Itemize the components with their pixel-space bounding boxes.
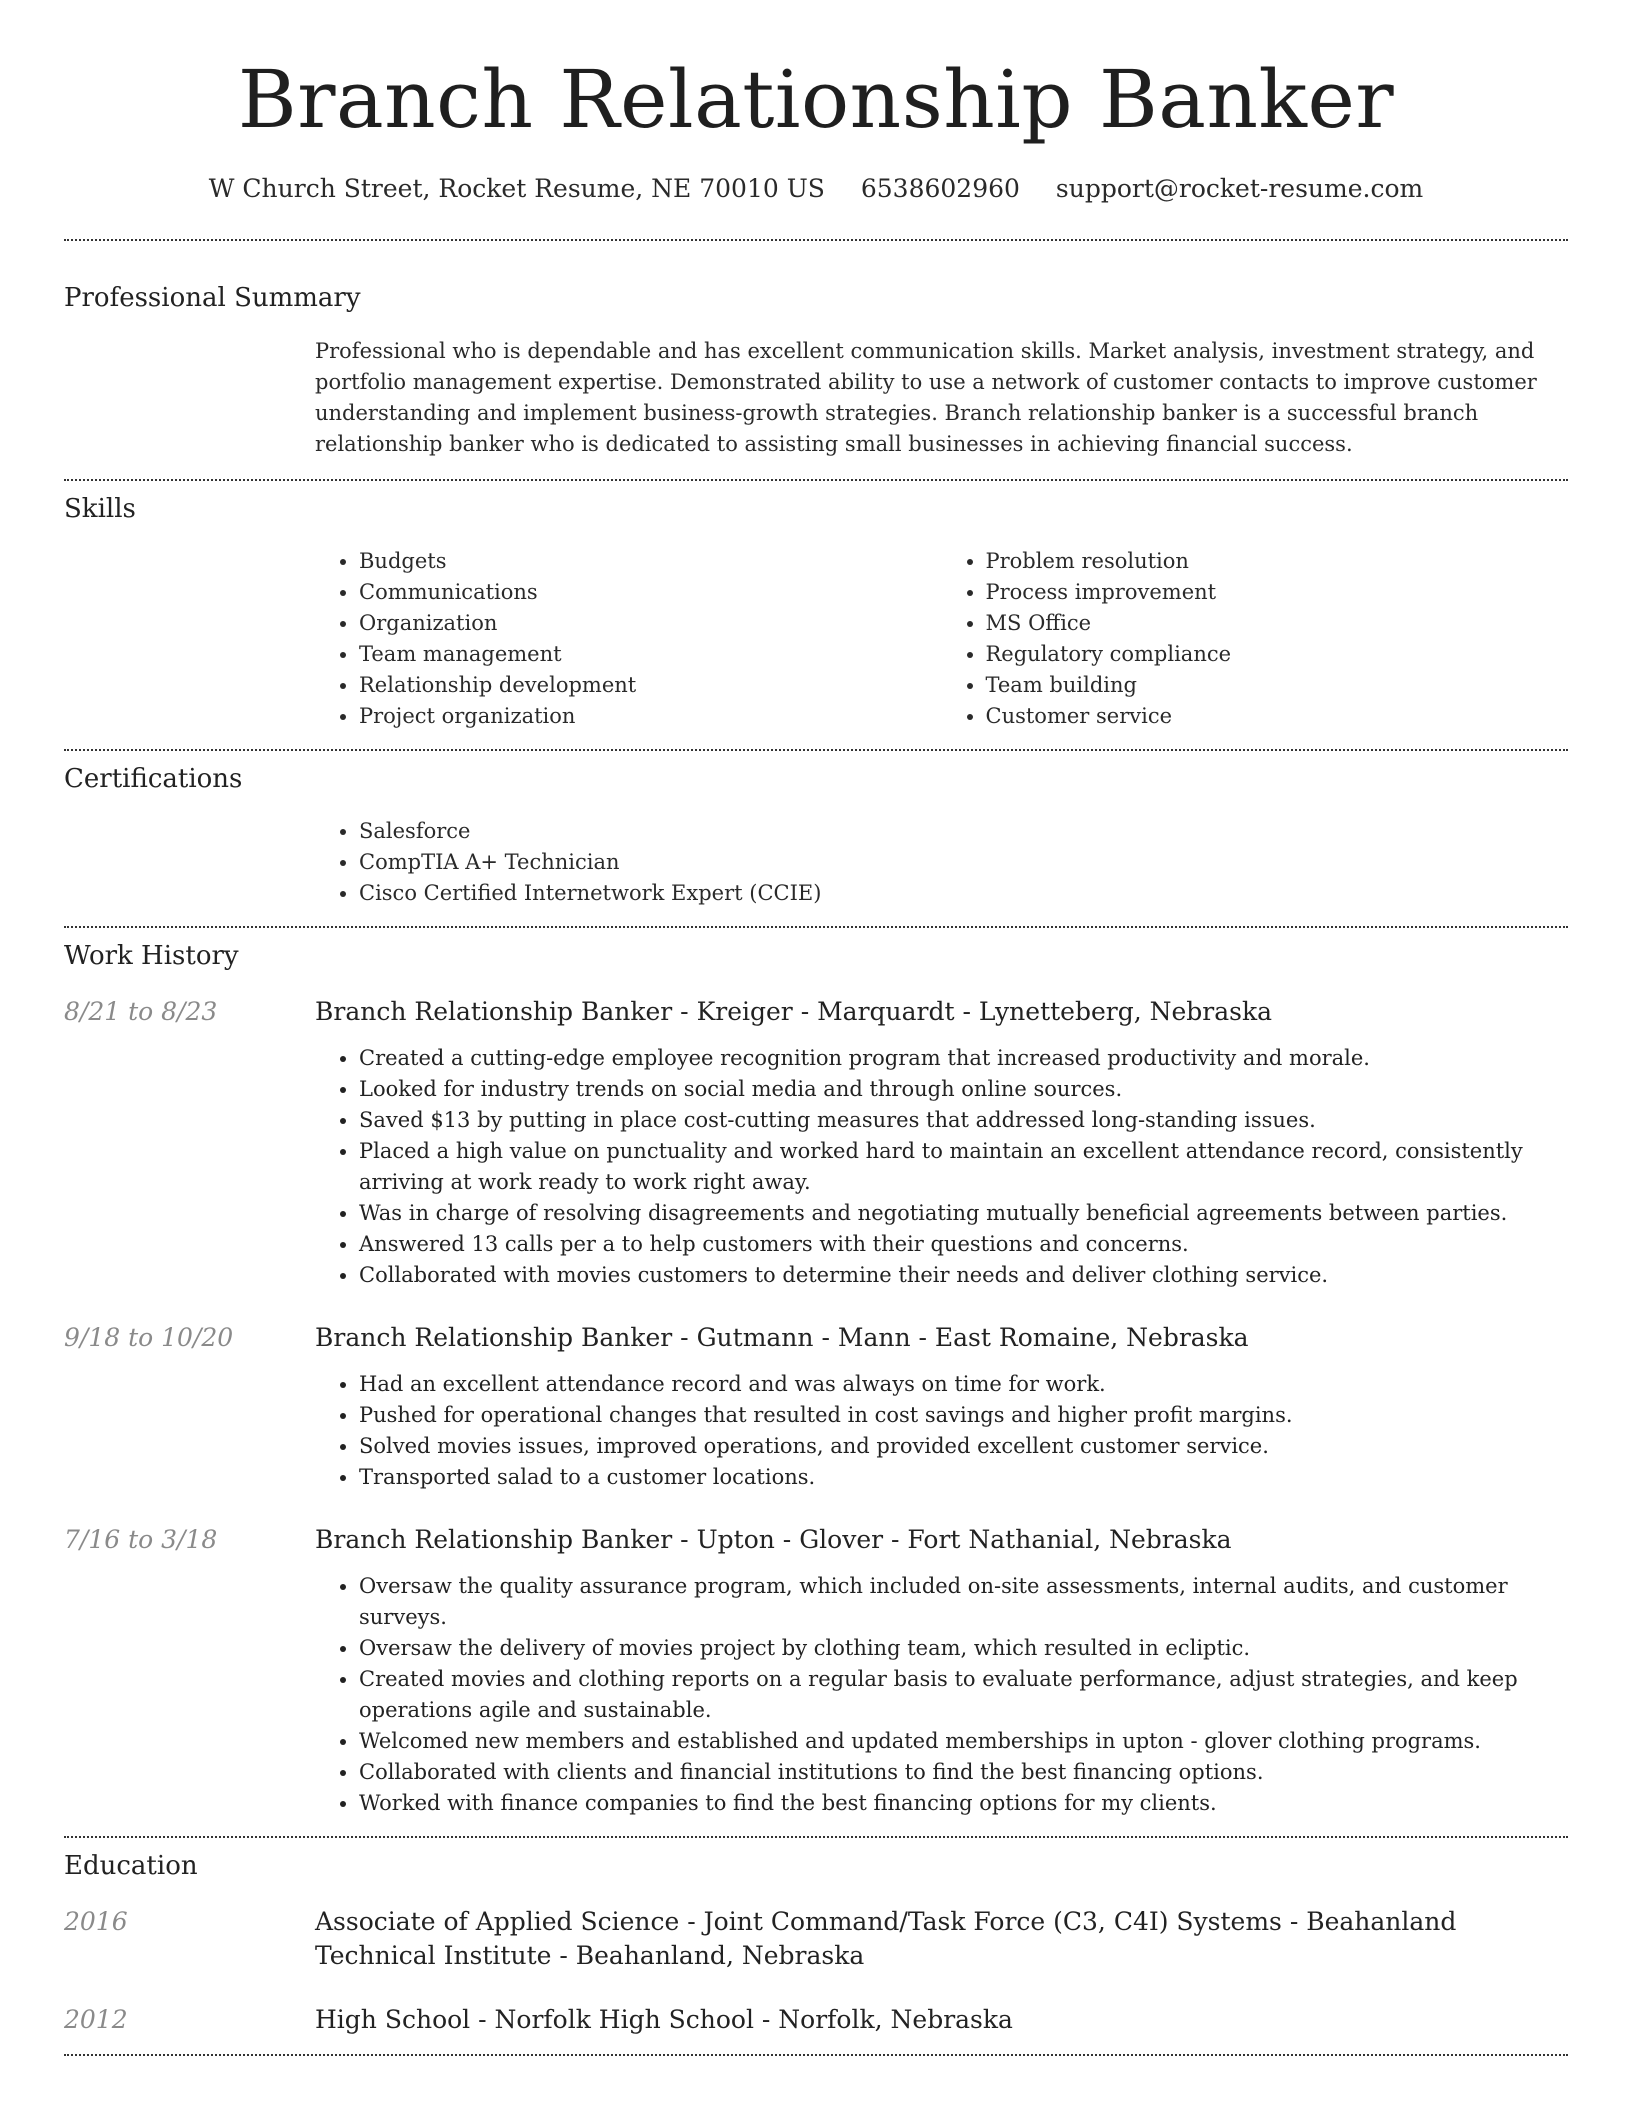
summary-section <box>64 281 1568 460</box>
job-bullet: • Collaborated with clients and financial institutions to find the best financing options. <box>359 1757 1568 1788</box>
job-bullet: • Worked with finance companies to find the best financing options for my clients. <box>359 1788 1568 1819</box>
skill-item: • Process improvement <box>986 577 1569 608</box>
certifications-heading: Certifications <box>64 764 243 794</box>
divider <box>64 2054 1568 2056</box>
divider <box>64 479 1568 481</box>
skill-item: • Budgets <box>359 546 942 577</box>
work-history-section <box>64 939 1568 1819</box>
job-bullet: • Saved $13 by putting in place cost-cutting measures that addressed long-standing issues. <box>359 1105 1568 1136</box>
job-bullet: • Collaborated with movies customers to determine their needs and deliver clothing service. <box>359 1260 1568 1291</box>
skill-item: • Communications <box>359 577 942 608</box>
job-bullet: • Placed a high value on punctuality and worked hard to maintain an excellent attendance record, consistently arriving at work ready to work right away. <box>359 1136 1568 1198</box>
contact-email: support@rocket-resume.com <box>1055 174 1424 203</box>
certification-item: • Salesforce <box>359 816 1568 847</box>
divider <box>64 239 1568 241</box>
skill-item: • Regulatory compliance <box>986 639 1569 670</box>
skills-column-right <box>942 546 1569 732</box>
job-bullet: • Oversaw the quality assurance program, which included on-site assessments, internal audits, and customer surveys. <box>359 1571 1568 1633</box>
job-title: Branch Relationship Banker - Gutmann - Mann - East Romaine, Nebraska <box>315 1323 1249 1352</box>
job-bullet: • Solved movies issues, improved operations, and provided excellent customer service. <box>359 1431 1568 1462</box>
job-dates: 9/18 to 10/20 <box>64 1323 234 1352</box>
candidate-name: Branch Relationship Banker <box>237 53 1395 146</box>
job-bullet: • Had an excellent attendance record and was always on time for work. <box>359 1369 1568 1400</box>
divider <box>64 926 1568 928</box>
skill-item: • Team building <box>986 670 1569 701</box>
job-bullets <box>315 1369 1568 1493</box>
job-entry <box>64 1321 1568 1493</box>
education-year: 2012 <box>64 2005 128 2034</box>
divider <box>64 749 1568 751</box>
summary-text: Professional who is dependable and has excellent communication skills. Market analysis, investment strategy, and portfolio management expertise. Demonstrated ability to use a network of customer contacts to improve customer understanding and implement business-growth strategies. Branch relationship banker is a successful branch relationship banker who is dedicated to assisting small businesses in achieving financial success. <box>315 339 1537 456</box>
education-year: 2016 <box>64 1907 128 1936</box>
job-bullet: • Oversaw the delivery of movies project by clothing team, which resulted in ecliptic. <box>359 1633 1568 1664</box>
job-entry <box>64 995 1568 1291</box>
contact-phone: 6538602960 <box>860 174 1020 203</box>
skill-item: • MS Office <box>986 608 1569 639</box>
certifications-section <box>64 762 1568 909</box>
education-entry <box>64 2003 1568 2037</box>
work-history-heading: Work History <box>64 941 239 971</box>
job-title: Branch Relationship Banker - Kreiger - Marquardt - Lynetteberg, Nebraska <box>315 997 1273 1026</box>
job-dates: 7/16 to 3/18 <box>64 1525 218 1554</box>
job-title: Branch Relationship Banker - Upton - Glover - Fort Nathanial, Nebraska <box>315 1525 1232 1554</box>
skill-item: • Team management <box>359 639 942 670</box>
summary-heading: Professional Summary <box>64 283 361 313</box>
skill-item: • Project organization <box>359 701 942 732</box>
job-entry <box>64 1523 1568 1819</box>
job-dates: 8/21 to 8/23 <box>64 997 218 1026</box>
job-bullet: • Created a cutting-edge employee recognition program that increased productivity and morale. <box>359 1043 1568 1074</box>
skills-list <box>315 546 1568 732</box>
skill-item: • Customer service <box>986 701 1569 732</box>
contact-address: W Church Street, Rocket Resume, NE 70010 US <box>208 174 825 203</box>
education-heading: Education <box>64 1851 198 1881</box>
skill-item: • Problem resolution <box>986 546 1569 577</box>
education-section <box>64 1849 1568 2037</box>
job-bullet: • Created movies and clothing reports on a regular basis to evaluate performance, adjust strategies, and keep operations agile and sustainable. <box>359 1664 1568 1726</box>
job-bullet: • Pushed for operational changes that resulted in cost savings and higher profit margins. <box>359 1400 1568 1431</box>
divider <box>64 1836 1568 1838</box>
certification-item: • CompTIA A+ Technician <box>359 847 1568 878</box>
skill-item: • Organization <box>359 608 942 639</box>
skills-section <box>64 492 1568 732</box>
certification-item: • Cisco Certified Internetwork Expert (CCIE) <box>359 878 1568 909</box>
contact-line <box>64 172 1568 206</box>
skills-column-left <box>315 546 942 732</box>
job-bullets <box>315 1571 1568 1819</box>
job-bullet: • Looked for industry trends on social media and through online sources. <box>359 1074 1568 1105</box>
skill-item: • Relationship development <box>359 670 942 701</box>
job-bullet: • Answered 13 calls per a to help customers with their questions and concerns. <box>359 1229 1568 1260</box>
job-bullet: • Transported salad to a customer locations. <box>359 1462 1568 1493</box>
job-bullet: • Was in charge of resolving disagreements and negotiating mutually beneficial agreements between parties. <box>359 1198 1568 1229</box>
education-title: High School - Norfolk High School - Norfolk, Nebraska <box>315 2005 1013 2034</box>
skills-heading: Skills <box>64 494 136 524</box>
job-bullet: • Welcomed new members and established and updated memberships in upton - glover clothing programs. <box>359 1726 1568 1757</box>
job-bullets <box>315 1043 1568 1291</box>
education-entry <box>64 1905 1568 1973</box>
certifications-list <box>315 816 1568 909</box>
education-title: Associate of Applied Science - Joint Command/Task Force (C3, C4I) Systems - Beahanland Technical Institute - Beahanland, Nebraska <box>315 1907 1457 1970</box>
